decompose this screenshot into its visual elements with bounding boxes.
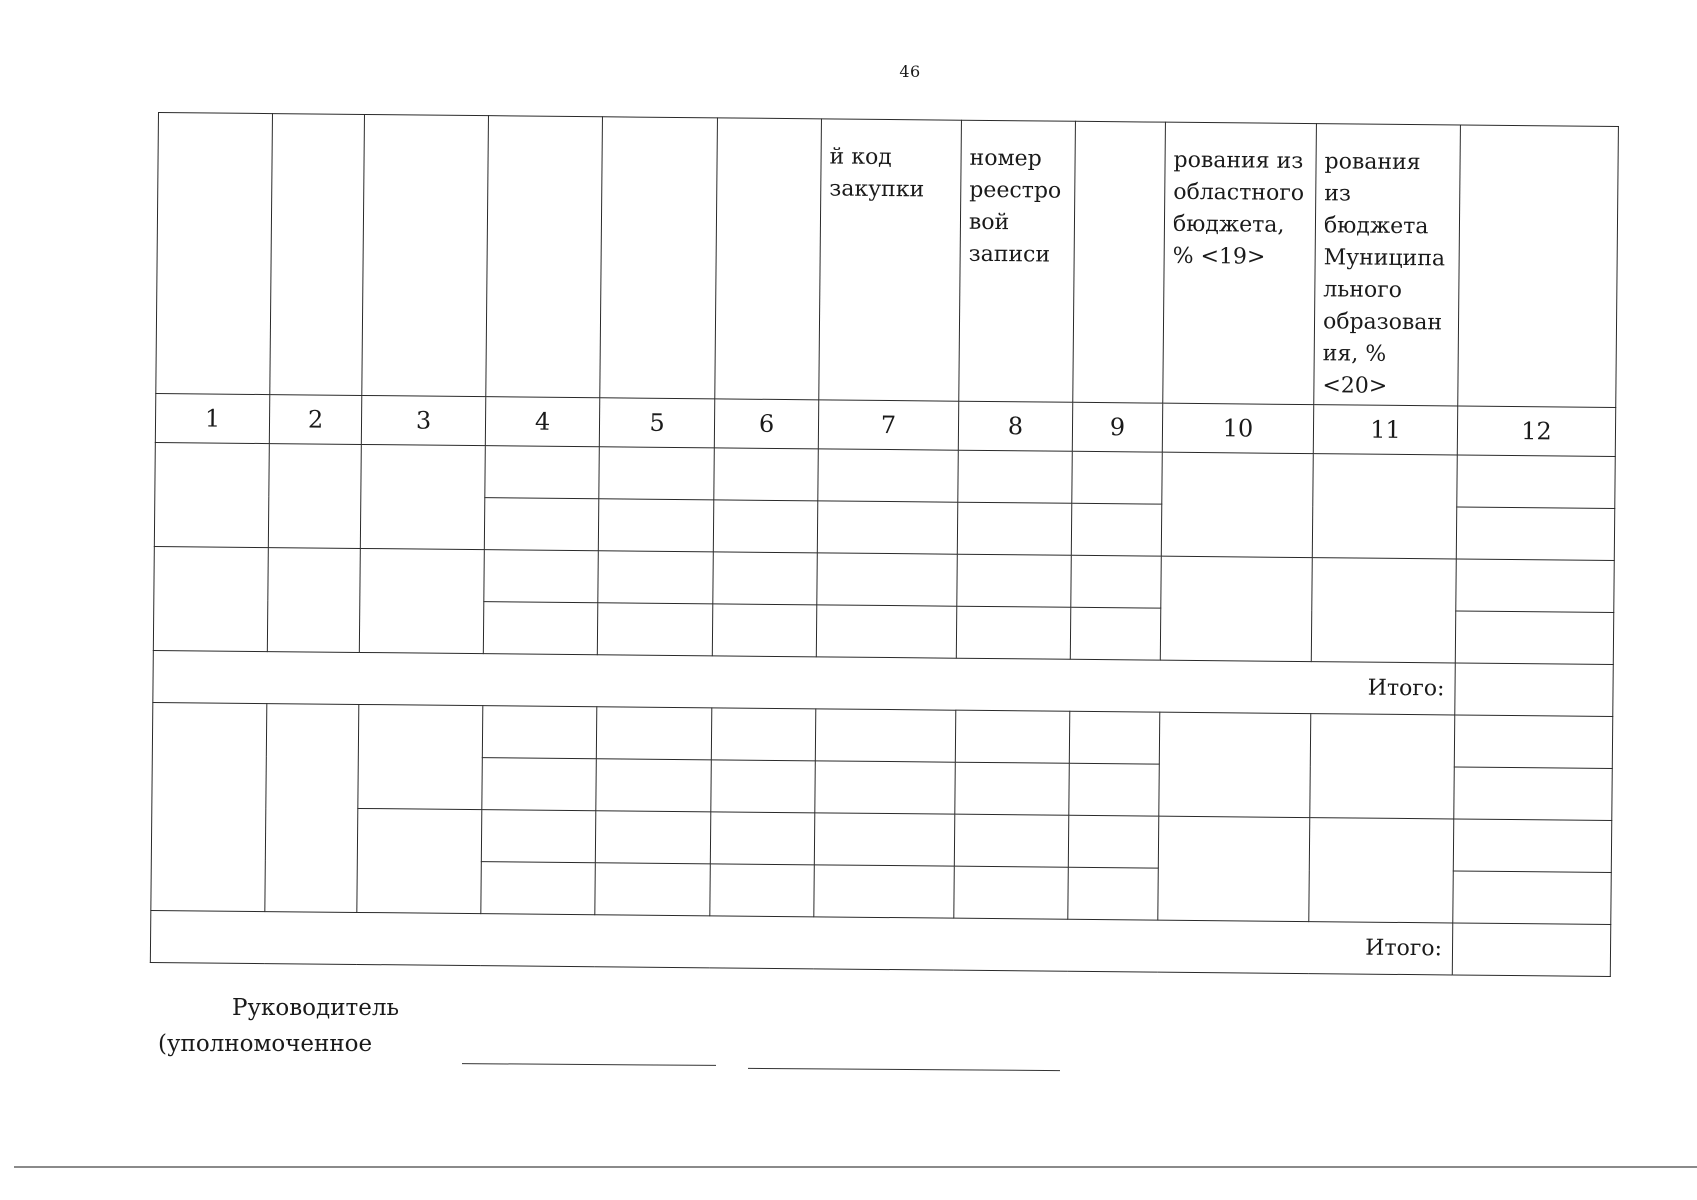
table-cell	[359, 548, 484, 653]
total-label: Итого:	[150, 910, 1452, 974]
table-cell	[360, 444, 485, 549]
table-cell	[1160, 556, 1312, 661]
table-cell	[1070, 607, 1160, 660]
header-row	[156, 113, 1619, 408]
table-cell	[710, 812, 814, 865]
table-cell	[596, 759, 711, 812]
header-cell-municipal-budget: рования из бюджета Муниципа льного образован ия, % <20>	[1314, 124, 1461, 406]
signature-subtitle: (уполномоченное	[158, 1031, 373, 1057]
name-line	[748, 1068, 1060, 1071]
table-cell	[1310, 714, 1455, 819]
table-cell	[358, 704, 483, 809]
signature-block	[158, 990, 399, 1062]
column-number: 3	[361, 395, 485, 445]
table-cell	[599, 447, 714, 500]
table-cell	[817, 501, 957, 554]
column-number: 12	[1457, 406, 1615, 457]
table-cell	[595, 811, 710, 864]
table-cell	[1454, 715, 1612, 769]
table-cell	[814, 813, 954, 866]
table-cell	[713, 500, 817, 553]
table-cell	[954, 866, 1068, 919]
total-value-cell	[1455, 663, 1613, 717]
header-cell	[270, 114, 365, 396]
table-cell	[267, 548, 360, 653]
header-cell-registry-number: номер реестро вой записи	[959, 120, 1076, 402]
table-cell	[483, 602, 597, 655]
column-number: 7	[818, 400, 958, 450]
table-cell	[815, 709, 955, 762]
table-cell	[481, 862, 595, 915]
table-cell	[1161, 452, 1313, 557]
table-cell	[154, 442, 269, 547]
table-cell	[957, 554, 1071, 607]
column-number: 4	[485, 397, 599, 447]
column-number: 9	[1072, 402, 1162, 452]
table-cell	[1453, 871, 1611, 925]
table-cell	[955, 710, 1069, 763]
table-cell	[818, 449, 958, 502]
table-cell	[482, 706, 596, 759]
header-cell	[156, 113, 273, 395]
column-number: 1	[155, 393, 269, 443]
table-cell	[1455, 611, 1613, 665]
table-cell	[1457, 455, 1615, 509]
table-cell	[265, 704, 359, 913]
header-cell	[486, 116, 603, 398]
table-cell	[597, 603, 712, 656]
table-cell	[957, 502, 1071, 555]
table-cell	[816, 605, 956, 658]
table-cell	[956, 606, 1070, 659]
signature-line	[462, 1063, 716, 1066]
total-value-cell	[1452, 923, 1610, 977]
table-cell	[481, 810, 595, 863]
table-cell	[815, 761, 955, 814]
column-number: 6	[714, 399, 818, 449]
table-cell	[485, 446, 599, 499]
table-cell	[484, 550, 598, 603]
table-cell	[484, 498, 598, 551]
table-cell	[1311, 558, 1456, 663]
total-label: Итого:	[153, 650, 1455, 714]
table-cell	[357, 808, 482, 913]
table-cell	[596, 707, 711, 760]
table-cell	[1068, 815, 1158, 868]
table-cell	[1456, 559, 1614, 613]
table-cell	[1309, 818, 1454, 923]
page-number: 46	[899, 62, 921, 81]
table-cell	[1158, 816, 1310, 921]
header-cell	[1073, 121, 1166, 403]
table-cell	[1456, 507, 1614, 561]
table-cell	[1071, 503, 1161, 556]
table-cell	[482, 758, 596, 811]
table-cell	[713, 552, 817, 605]
table-cell	[710, 864, 814, 917]
header-cell	[1458, 125, 1619, 408]
page-bottom-rule	[14, 1166, 1697, 1168]
column-number: 5	[599, 398, 714, 448]
table-cell	[1071, 555, 1161, 608]
column-number: 8	[958, 401, 1072, 451]
table-cell	[1068, 867, 1158, 920]
table-cell	[1454, 767, 1612, 821]
table-cell	[598, 499, 713, 552]
table-cell	[595, 863, 710, 916]
table-cell	[1069, 711, 1159, 764]
table-cell	[268, 444, 361, 549]
column-number: 10	[1162, 403, 1313, 453]
header-cell-regional-budget: рования из областного бюджета, % <19>	[1163, 122, 1317, 404]
table-cell	[958, 450, 1072, 503]
header-cell	[362, 114, 489, 396]
table-cell	[1453, 819, 1611, 873]
table-cell	[1312, 454, 1457, 559]
table-cell	[1069, 763, 1159, 816]
header-cell	[715, 118, 822, 400]
header-cell	[600, 117, 718, 399]
table-cell	[712, 604, 816, 657]
table-cell	[714, 448, 818, 501]
column-number: 2	[269, 395, 361, 445]
table-cell	[955, 762, 1069, 815]
table-cell	[711, 760, 815, 813]
table-cell	[711, 708, 815, 761]
table-cell	[814, 865, 954, 918]
signature-title: Руководитель	[232, 995, 399, 1021]
procurement-table	[150, 112, 1619, 977]
table-cell	[817, 553, 957, 606]
table-cell	[954, 814, 1068, 867]
table-cell	[1159, 712, 1311, 817]
table-cell	[598, 551, 713, 604]
header-cell-procurement-code: й код закупки	[819, 119, 962, 401]
table-cell	[153, 546, 268, 651]
column-number: 11	[1313, 405, 1457, 455]
table-cell	[151, 702, 267, 911]
table-cell	[1072, 451, 1162, 504]
